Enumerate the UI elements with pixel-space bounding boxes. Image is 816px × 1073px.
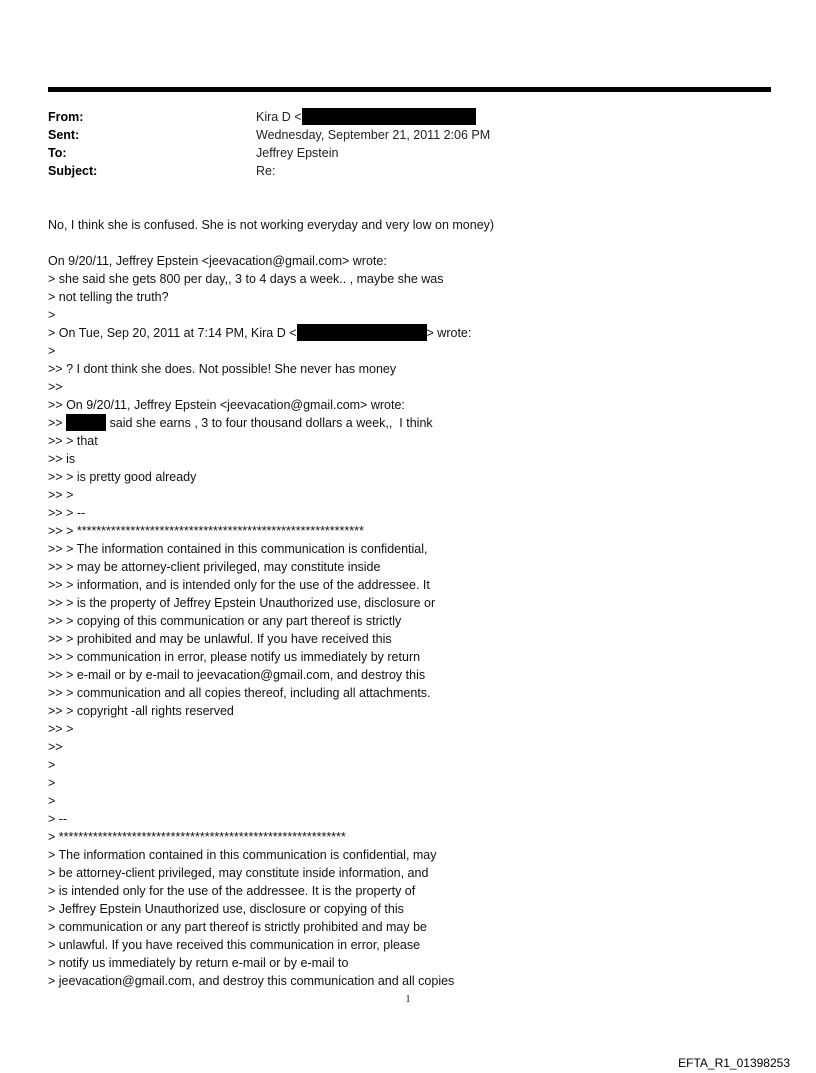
- sent-row: [48, 126, 771, 144]
- email-header: [48, 108, 771, 180]
- quote-line: >> >: [48, 722, 74, 736]
- quote-line: >> On 9/20/11, Jeffrey Epstein <jeevacation@gmail.com> wrote:: [48, 398, 405, 412]
- blank-line: [48, 234, 771, 252]
- quote-line: >> >: [48, 488, 74, 502]
- quote-line: > she said she gets 800 per day,, 3 to 4 days a week.. , maybe she was: [48, 272, 444, 286]
- quote-line: >> > ***********************************************************: [48, 524, 364, 538]
- quote-fragment: > wrote:: [426, 326, 472, 340]
- quote-line: >>: [48, 740, 63, 754]
- disclaimer-line: >> > The information contained in this communication is confidential,: [48, 542, 428, 556]
- disclaimer-line: > is intended only for the use of the addressee. It is the property of: [48, 884, 416, 898]
- quote-fragment: > On Tue, Sep 20, 2011 at 7:14 PM, Kira D <: [48, 326, 297, 340]
- from-value: [256, 108, 476, 126]
- to-value: Jeffrey Epstein: [256, 146, 339, 160]
- redaction-block: [302, 108, 476, 125]
- document-id: EFTA_R1_01398253: [678, 1056, 790, 1070]
- quote-line: >: [48, 344, 56, 358]
- quote-line: >> is: [48, 452, 76, 466]
- disclaimer-line: > notify us immediately by return e-mail or by e-mail to: [48, 956, 349, 970]
- quote-line: > --: [48, 812, 68, 826]
- to-row: [48, 144, 771, 162]
- quote-line: > ***********************************************************: [48, 830, 346, 844]
- quote-line: >> > is pretty good already: [48, 470, 197, 484]
- disclaimer-line: >> > prohibited and may be unlawful. If you have received this: [48, 632, 392, 646]
- page-number: 1: [405, 994, 411, 1005]
- quote-fragment: >>: [48, 416, 67, 430]
- subject-label: Subject:: [48, 164, 98, 178]
- quote-line: [48, 414, 771, 432]
- quote-fragment: said she earns , 3 to four thousand dollars a week,, I think: [106, 416, 433, 430]
- redaction-block: [297, 324, 427, 341]
- disclaimer-line: >> > is the property of Jeffrey Epstein Unauthorized use, disclosure or: [48, 596, 436, 610]
- quote-line: On 9/20/11, Jeffrey Epstein <jeevacation@gmail.com> wrote:: [48, 254, 387, 268]
- quote-line: >> > that: [48, 434, 98, 448]
- quote-line: >>: [48, 380, 63, 394]
- disclaimer-line: > Jeffrey Epstein Unauthorized use, disclosure or copying of this: [48, 902, 404, 916]
- subject-value: Re:: [256, 164, 276, 178]
- from-label: From:: [48, 110, 84, 124]
- disclaimer-line: >> > information, and is intended only for the use of the addressee. It: [48, 578, 430, 592]
- reply-text: No, I think she is confused. She is not working everyday and very low on money): [48, 218, 495, 232]
- sent-value: Wednesday, September 21, 2011 2:06 PM: [256, 128, 491, 142]
- disclaimer-line: >> > communication and all copies thereof, including all attachments.: [48, 686, 431, 700]
- redaction-block: [66, 414, 106, 431]
- disclaimer-line: >> > communication in error, please notify us immediately by return: [48, 650, 421, 664]
- disclaimer-line: > jeevacation@gmail.com, and destroy this communication and all copies: [48, 974, 455, 988]
- header-rule: [48, 87, 771, 92]
- disclaimer-line: >> > copyright -all rights reserved: [48, 704, 234, 718]
- disclaimer-line: > unlawful. If you have received this communication in error, please: [48, 938, 421, 952]
- quote-line: >: [48, 758, 56, 772]
- quote-line: >: [48, 776, 56, 790]
- to-label: To:: [48, 146, 67, 160]
- disclaimer-line: >> > e-mail or by e-mail to jeevacation@gmail.com, and destroy this: [48, 668, 426, 682]
- quote-line: [48, 324, 771, 342]
- quote-line: >: [48, 308, 56, 322]
- disclaimer-line: >> > may be attorney-client privileged, may constitute inside: [48, 560, 381, 574]
- sent-label: Sent:: [48, 128, 80, 142]
- from-row: [48, 108, 771, 126]
- email-body: [48, 216, 771, 990]
- quote-line: >> > --: [48, 506, 86, 520]
- quote-line: >> ? I dont think she does. Not possible! She never has money: [48, 362, 397, 376]
- from-name: Kira D <: [256, 110, 302, 124]
- disclaimer-line: > communication or any part thereof is strictly prohibited and may be: [48, 920, 428, 934]
- disclaimer-line: >> > copying of this communication or any part thereof is strictly: [48, 614, 402, 628]
- disclaimer-line: > be attorney-client privileged, may constitute inside information, and: [48, 866, 429, 880]
- quote-line: > not telling the truth?: [48, 290, 169, 304]
- disclaimer-line: > The information contained in this communication is confidential, may: [48, 848, 437, 862]
- quote-line: >: [48, 794, 56, 808]
- subject-row: [48, 162, 771, 180]
